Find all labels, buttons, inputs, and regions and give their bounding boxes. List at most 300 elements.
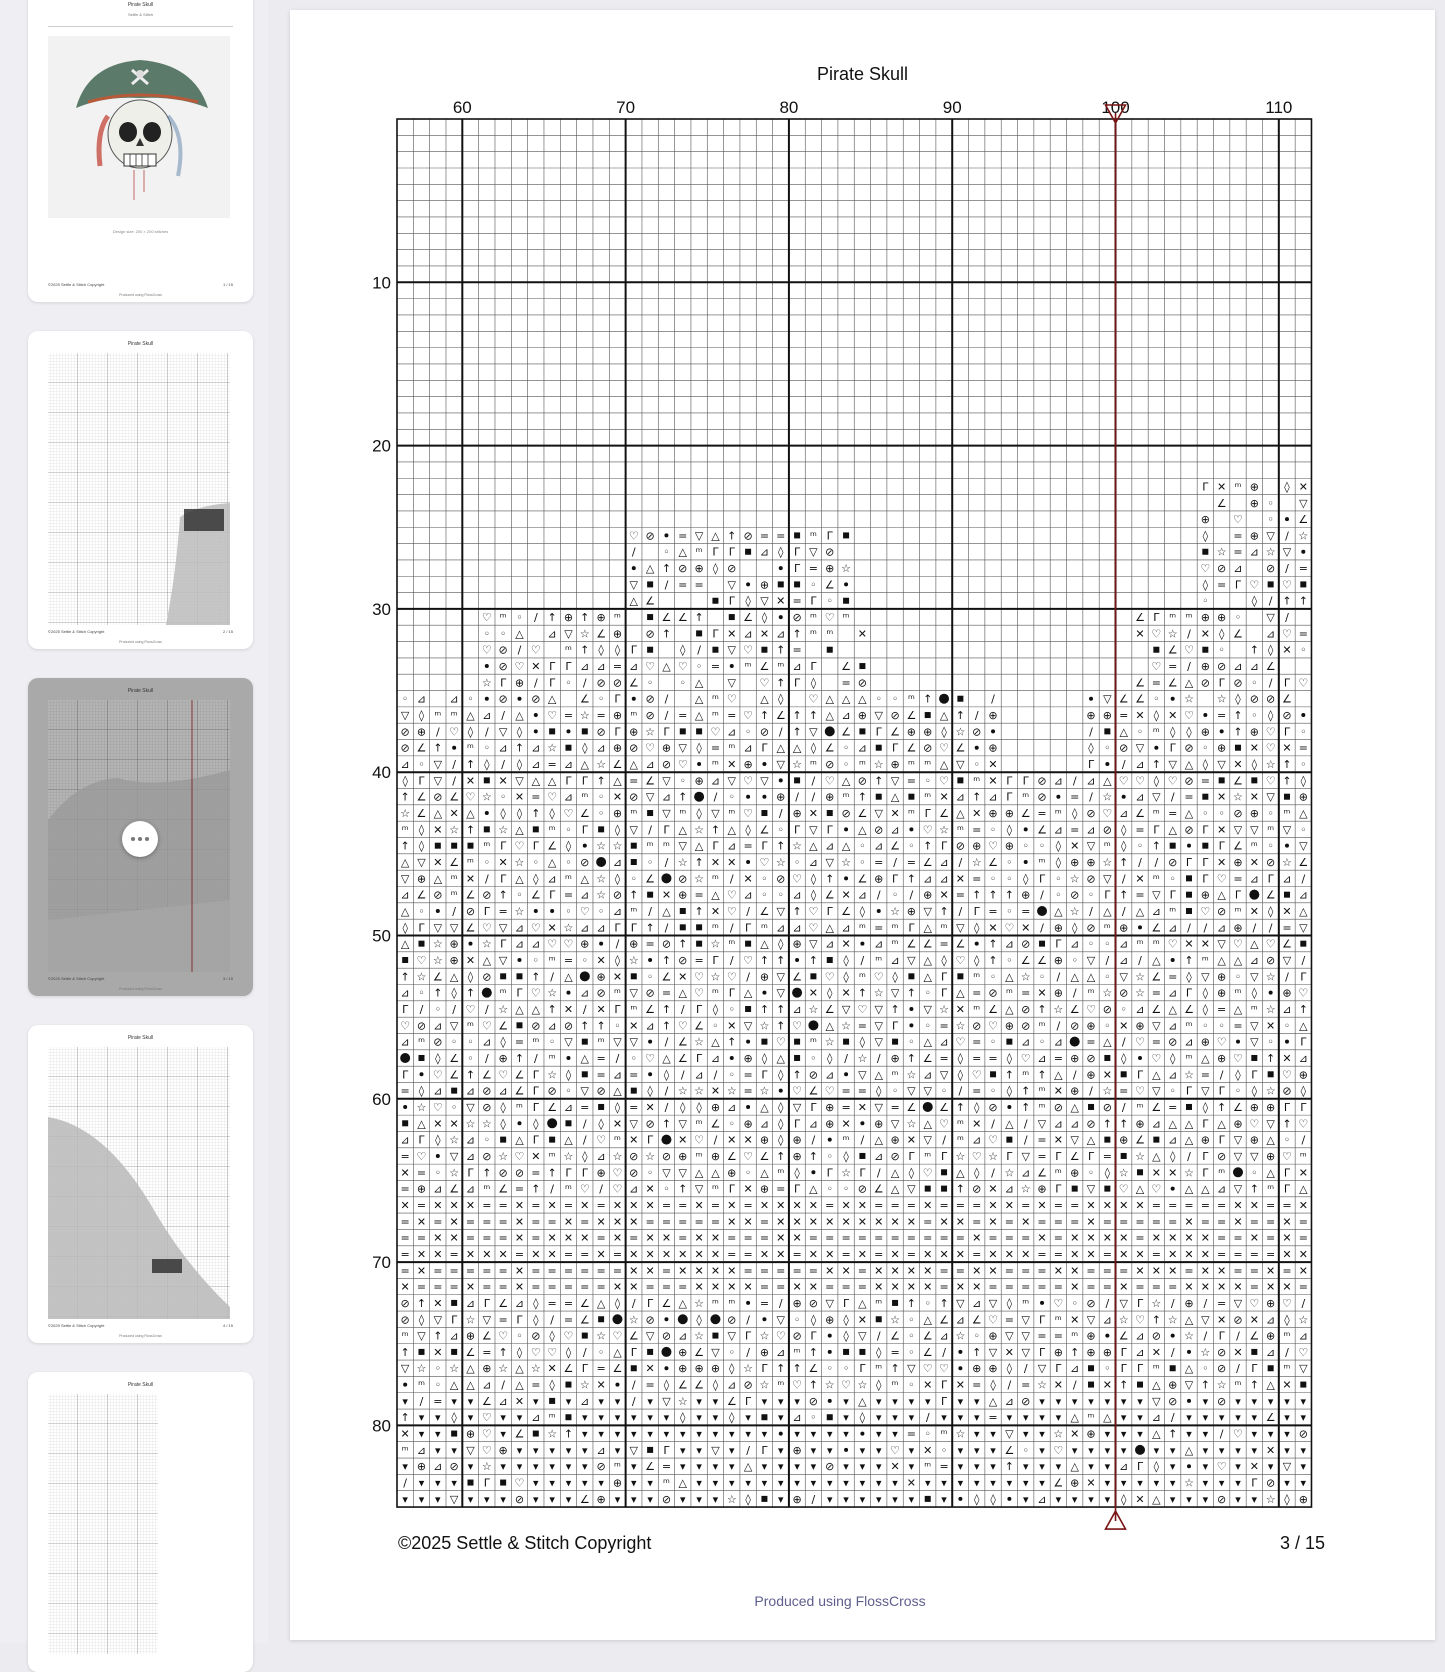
svg-text:∠: ∠ xyxy=(1135,1133,1145,1147)
svg-text:⊕: ⊕ xyxy=(1086,709,1096,723)
svg-text:◦: ◦ xyxy=(1006,872,1013,886)
svg-text:ᵐ: ᵐ xyxy=(924,1149,932,1163)
svg-text:♡: ♡ xyxy=(743,953,754,967)
svg-text:▽: ▽ xyxy=(466,1443,475,1457)
svg-text:☆: ☆ xyxy=(416,970,427,984)
svg-text:✕: ✕ xyxy=(629,1019,639,1033)
svg-text:▾: ▾ xyxy=(663,1411,670,1425)
svg-text:⊿: ⊿ xyxy=(433,1084,443,1098)
svg-text:▾: ▾ xyxy=(957,1476,964,1490)
svg-text:♡: ♡ xyxy=(1216,872,1227,886)
svg-text:♡: ♡ xyxy=(481,1411,492,1425)
svg-text:▽: ▽ xyxy=(727,676,736,690)
svg-text:↑: ↑ xyxy=(710,823,721,837)
svg-text:∕: ∕ xyxy=(1040,888,1044,902)
svg-text:⊕: ⊕ xyxy=(1249,807,1259,821)
svg-text:=: = xyxy=(661,1280,672,1294)
svg-text:⊕: ⊕ xyxy=(1004,1019,1014,1033)
svg-text:✕: ✕ xyxy=(923,1280,933,1294)
svg-text:◦: ◦ xyxy=(450,1035,458,1049)
svg-text:◊: ◊ xyxy=(549,807,555,821)
svg-text:=: = xyxy=(416,1198,427,1212)
svg-text:◊: ◊ xyxy=(973,921,980,935)
svg-text:✕: ✕ xyxy=(759,1198,770,1212)
svg-text:✕: ✕ xyxy=(678,1264,688,1278)
svg-text:♡: ♡ xyxy=(1282,1296,1292,1310)
svg-text:♡: ♡ xyxy=(1200,905,1211,919)
svg-text:▽: ▽ xyxy=(1086,1313,1096,1327)
svg-text:⊕: ⊕ xyxy=(1037,1182,1047,1196)
svg-text:▽: ▽ xyxy=(890,986,900,1000)
svg-text:✕: ✕ xyxy=(825,1264,835,1278)
svg-text:▾: ▾ xyxy=(908,1492,915,1506)
svg-text:♡: ♡ xyxy=(563,937,574,951)
svg-text:=: = xyxy=(596,1198,606,1212)
svg-text:◊: ◊ xyxy=(1006,1084,1013,1098)
svg-text:✕: ✕ xyxy=(563,1002,574,1016)
svg-text:ᵐ: ᵐ xyxy=(1234,986,1242,1000)
svg-text:▾: ▾ xyxy=(696,1476,702,1490)
svg-text:▾: ▾ xyxy=(1251,1443,1258,1457)
svg-text:▽: ▽ xyxy=(890,1117,900,1131)
svg-text:ᵐ: ᵐ xyxy=(858,758,866,772)
svg-text:△: △ xyxy=(547,692,557,706)
svg-text:↑: ↑ xyxy=(1021,1100,1031,1114)
svg-text:↑: ↑ xyxy=(808,1345,819,1359)
svg-text:∕: ∕ xyxy=(1040,921,1044,935)
svg-text:◊: ◊ xyxy=(1153,709,1160,723)
svg-text:△: △ xyxy=(1217,1117,1226,1131)
col-label: 100 xyxy=(1101,98,1130,117)
svg-text:=: = xyxy=(874,1198,884,1212)
svg-text:▾: ▾ xyxy=(777,1492,784,1506)
svg-text:⊘: ⊘ xyxy=(1102,1002,1112,1016)
svg-text:⊿: ⊿ xyxy=(1053,1117,1063,1131)
svg-text:▽: ▽ xyxy=(809,545,818,559)
svg-text:⊕: ⊕ xyxy=(596,1492,606,1506)
svg-text:=: = xyxy=(531,1231,541,1245)
svg-text:◦: ◦ xyxy=(434,1378,442,1392)
svg-text:↑: ↑ xyxy=(1200,1378,1210,1392)
svg-text:◊: ◊ xyxy=(1300,774,1307,788)
svg-text:∠: ∠ xyxy=(906,1100,917,1114)
svg-text:⊿: ⊿ xyxy=(792,1411,802,1425)
svg-text:=: = xyxy=(972,1051,982,1065)
svg-text:♡: ♡ xyxy=(1151,627,1162,641)
svg-text:▾: ▾ xyxy=(973,1427,980,1441)
svg-text:⊕: ⊕ xyxy=(1266,1149,1276,1163)
svg-text:=: = xyxy=(465,1231,476,1245)
svg-text:∠: ∠ xyxy=(792,970,803,984)
thumb-title: Pirate Skull xyxy=(127,688,154,694)
svg-text:▾: ▾ xyxy=(663,1427,670,1441)
svg-text:▽: ▽ xyxy=(825,856,834,870)
svg-text:▽: ▽ xyxy=(662,1166,671,1180)
svg-text:∠: ∠ xyxy=(416,790,427,804)
svg-text:∕: ∕ xyxy=(811,1492,816,1506)
svg-text:✕: ✕ xyxy=(988,1198,998,1212)
svg-text:⊿: ⊿ xyxy=(727,839,737,853)
svg-text:✕: ✕ xyxy=(1249,741,1259,755)
svg-text:☆: ☆ xyxy=(1102,986,1113,1000)
svg-text:▾: ▾ xyxy=(1120,1427,1127,1441)
thumbnail-page-2[interactable] xyxy=(28,331,253,649)
svg-text:▾: ▾ xyxy=(631,1492,637,1506)
thumbnail-page-5[interactable] xyxy=(28,1372,253,1672)
svg-text:∕: ∕ xyxy=(452,905,457,919)
svg-text:=: = xyxy=(498,1280,508,1294)
svg-text:∠: ∠ xyxy=(759,660,770,674)
svg-text:▽: ▽ xyxy=(1266,611,1275,625)
svg-text:∕: ∕ xyxy=(1023,1362,1028,1376)
svg-text:☆: ☆ xyxy=(563,921,574,935)
svg-text:♡: ♡ xyxy=(1151,660,1162,674)
svg-text:◊: ◊ xyxy=(516,1345,523,1359)
svg-text:Γ: Γ xyxy=(1251,1068,1258,1082)
svg-text:⊕: ⊕ xyxy=(612,1476,623,1490)
svg-text:▾: ▾ xyxy=(1006,1476,1013,1490)
svg-text:⊿: ⊿ xyxy=(612,856,623,870)
svg-text:♡: ♡ xyxy=(1086,1002,1096,1016)
svg-text:▾: ▾ xyxy=(892,1411,898,1425)
mini-grid xyxy=(48,1394,158,1654)
svg-text:⊕: ⊕ xyxy=(906,905,917,919)
svg-text:✕: ✕ xyxy=(906,1264,917,1278)
svg-text:∠: ∠ xyxy=(1282,692,1292,706)
svg-text:ᵐ: ᵐ xyxy=(1038,1084,1046,1098)
svg-text:▾: ▾ xyxy=(1039,1443,1045,1457)
svg-text:=: = xyxy=(612,1264,623,1278)
svg-text:▾: ▾ xyxy=(1300,1460,1307,1474)
svg-text:△: △ xyxy=(841,839,851,853)
svg-text:▽: ▽ xyxy=(482,1313,492,1327)
svg-text:◦: ◦ xyxy=(924,1019,931,1033)
svg-text:=: = xyxy=(1233,1264,1243,1278)
svg-text:⊘: ⊘ xyxy=(1086,1296,1096,1310)
svg-text:=: = xyxy=(1200,774,1210,788)
svg-text:✕: ✕ xyxy=(841,986,851,1000)
svg-text:∠: ∠ xyxy=(1135,676,1145,690)
svg-text:♡: ♡ xyxy=(579,905,590,919)
svg-text:◊: ◊ xyxy=(729,1411,735,1425)
svg-text:=: = xyxy=(596,1051,606,1065)
svg-text:◊: ◊ xyxy=(1006,1051,1013,1065)
svg-text:▾: ▾ xyxy=(614,1411,621,1425)
svg-text:◊: ◊ xyxy=(941,725,947,739)
svg-text:⊘: ⊘ xyxy=(482,888,492,902)
svg-text:⊿: ⊿ xyxy=(1135,1345,1145,1359)
svg-text:✕: ✕ xyxy=(988,1264,998,1278)
svg-text:▾: ▾ xyxy=(1251,1427,1258,1441)
svg-text:☆: ☆ xyxy=(1020,970,1031,984)
svg-text:=: = xyxy=(1135,888,1145,902)
svg-text:=: = xyxy=(645,937,655,951)
svg-text:✕: ✕ xyxy=(988,1215,998,1229)
svg-text:☆: ☆ xyxy=(530,1362,541,1376)
svg-text:♡: ♡ xyxy=(465,1002,476,1016)
svg-text:✕: ✕ xyxy=(596,1002,606,1016)
svg-text:◊: ◊ xyxy=(1202,529,1209,543)
svg-text:✕: ✕ xyxy=(923,1443,933,1457)
svg-text:Γ: Γ xyxy=(549,888,556,902)
svg-text:⊕: ⊕ xyxy=(1249,496,1259,510)
svg-text:∕: ∕ xyxy=(991,692,995,706)
svg-text:☆: ☆ xyxy=(694,1329,705,1343)
svg-text:=: = xyxy=(482,1215,492,1229)
svg-text:=: = xyxy=(1266,1247,1276,1261)
svg-text:✕: ✕ xyxy=(988,1247,998,1261)
svg-text:◊: ◊ xyxy=(663,1068,670,1082)
svg-text:✕: ✕ xyxy=(465,774,476,788)
svg-text:▾: ▾ xyxy=(1300,1443,1307,1457)
svg-text:▾: ▾ xyxy=(843,1476,849,1490)
svg-text:Γ: Γ xyxy=(1087,758,1095,772)
svg-text:=: = xyxy=(629,1068,639,1082)
svg-text:∕: ∕ xyxy=(664,578,669,592)
svg-text:↑: ↑ xyxy=(1119,856,1129,870)
svg-text:♡: ♡ xyxy=(563,1329,574,1343)
svg-text:✕: ✕ xyxy=(1102,1198,1112,1212)
svg-text:☆: ☆ xyxy=(596,839,607,853)
svg-text:⊘: ⊘ xyxy=(531,1019,541,1033)
svg-text:▾: ▾ xyxy=(1088,1394,1094,1408)
svg-text:=: = xyxy=(531,1166,541,1180)
svg-text:Γ: Γ xyxy=(1283,1182,1291,1196)
svg-text:☆: ☆ xyxy=(857,1378,868,1392)
svg-text:✕: ✕ xyxy=(678,1133,688,1147)
svg-text:Γ: Γ xyxy=(761,839,768,853)
svg-text:☆: ☆ xyxy=(759,1084,770,1098)
svg-text:ᵐ: ᵐ xyxy=(940,1427,948,1441)
svg-text:◦: ◦ xyxy=(1136,725,1144,739)
thumbnail-page-1[interactable] xyxy=(28,0,253,302)
svg-text:⊕: ⊕ xyxy=(1086,1019,1096,1033)
svg-text:∠: ∠ xyxy=(1069,1149,1080,1163)
svg-text:▽: ▽ xyxy=(874,1035,883,1049)
svg-text:✕: ✕ xyxy=(1249,1231,1259,1245)
svg-text:∕: ∕ xyxy=(1154,856,1159,870)
svg-text:⊘: ⊘ xyxy=(1233,1313,1243,1327)
svg-text:✕: ✕ xyxy=(808,986,819,1000)
svg-text:∠: ∠ xyxy=(1233,1100,1243,1114)
svg-text:∠: ∠ xyxy=(661,970,672,984)
svg-text:☆: ☆ xyxy=(1118,1166,1129,1180)
svg-text:▽: ▽ xyxy=(1217,937,1226,951)
svg-text:▽: ▽ xyxy=(923,905,932,919)
svg-text:=: = xyxy=(449,1264,459,1278)
svg-text:♡: ♡ xyxy=(922,823,933,837)
svg-text:♡: ♡ xyxy=(481,921,492,935)
svg-text:◦: ◦ xyxy=(1087,937,1095,951)
svg-text:∠: ∠ xyxy=(1265,1411,1276,1425)
svg-text:∕: ∕ xyxy=(615,1051,620,1065)
svg-text:△: △ xyxy=(1184,1133,1194,1147)
svg-text:⊿: ⊿ xyxy=(531,937,541,951)
svg-text:∕: ∕ xyxy=(876,1166,881,1180)
svg-text:◦: ◦ xyxy=(483,856,491,870)
svg-text:ᵐ: ᵐ xyxy=(842,1133,850,1147)
svg-text:=: = xyxy=(792,594,802,608)
svg-text:▽: ▽ xyxy=(1266,529,1275,543)
svg-text:☆: ☆ xyxy=(481,676,492,690)
svg-text:▾: ▾ xyxy=(1202,1411,1209,1425)
svg-text:↑: ↑ xyxy=(776,676,786,690)
svg-text:▾: ▾ xyxy=(810,1427,817,1441)
svg-text:◦: ◦ xyxy=(842,1182,850,1196)
svg-text:⊿: ⊿ xyxy=(645,1019,655,1033)
svg-text:▽: ▽ xyxy=(433,774,443,788)
svg-text:▾: ▾ xyxy=(1137,1476,1143,1490)
svg-text:∕: ∕ xyxy=(746,1313,750,1327)
svg-text:◊: ◊ xyxy=(516,807,523,821)
svg-text:✕: ✕ xyxy=(1217,823,1227,837)
svg-text:☆: ☆ xyxy=(906,1068,917,1082)
svg-text:✕: ✕ xyxy=(694,1198,704,1212)
svg-text:▾: ▾ xyxy=(1022,1492,1029,1506)
svg-text:△: △ xyxy=(1152,1427,1161,1441)
svg-text:✕: ✕ xyxy=(1119,1019,1129,1033)
svg-text:=: = xyxy=(498,1215,508,1229)
svg-text:↑: ↑ xyxy=(400,1345,410,1359)
more-options-button[interactable] xyxy=(122,821,158,857)
svg-text:ᵐ: ᵐ xyxy=(614,986,621,1000)
svg-text:↑: ↑ xyxy=(776,1149,786,1163)
svg-text:Γ: Γ xyxy=(1202,1149,1209,1163)
svg-text:☆: ☆ xyxy=(449,1166,460,1180)
thumb-footer: ©2025 Settle & Stitch Copyright xyxy=(48,282,105,287)
svg-text:◊: ◊ xyxy=(1284,480,1290,494)
svg-text:ᵐ: ᵐ xyxy=(956,1133,964,1147)
svg-text:⊘: ⊘ xyxy=(1266,1476,1276,1490)
svg-text:✕: ✕ xyxy=(547,1362,557,1376)
svg-text:=: = xyxy=(1184,790,1194,804)
svg-text:∕: ∕ xyxy=(958,905,963,919)
svg-text:⊕: ⊕ xyxy=(1053,1345,1063,1359)
svg-text:☆: ☆ xyxy=(416,1100,427,1114)
svg-text:∠: ∠ xyxy=(1151,1100,1162,1114)
svg-text:↑: ↑ xyxy=(955,1182,965,1196)
svg-text:◊: ◊ xyxy=(843,1329,849,1343)
svg-text:▾: ▾ xyxy=(1218,1443,1225,1457)
svg-text:△: △ xyxy=(1299,1182,1308,1196)
svg-text:↑: ↑ xyxy=(1233,709,1243,723)
svg-text:▾: ▾ xyxy=(843,1427,849,1441)
svg-text:△: △ xyxy=(694,709,704,723)
svg-text:⊕: ⊕ xyxy=(1200,513,1210,527)
svg-text:Γ: Γ xyxy=(1185,856,1193,870)
svg-text:⊿: ⊿ xyxy=(1151,1117,1161,1131)
svg-text:=: = xyxy=(1217,709,1227,723)
svg-text:⊕: ⊕ xyxy=(1086,1345,1096,1359)
svg-text:✕: ✕ xyxy=(792,1215,802,1229)
svg-text:◊: ◊ xyxy=(1284,1492,1290,1506)
svg-text:♡: ♡ xyxy=(1102,807,1113,821)
svg-text:⊕: ⊕ xyxy=(825,1117,835,1131)
svg-text:⊿: ⊿ xyxy=(531,1411,541,1425)
svg-text:▾: ▾ xyxy=(418,1476,425,1490)
svg-text:△: △ xyxy=(1070,1460,1079,1474)
svg-text:△: △ xyxy=(1184,1362,1194,1376)
svg-text:▾: ▾ xyxy=(549,1476,555,1490)
svg-text:▽: ▽ xyxy=(711,1345,720,1359)
svg-text:∕: ∕ xyxy=(942,1345,946,1359)
svg-text:∠: ∠ xyxy=(775,709,786,723)
svg-text:◦: ◦ xyxy=(973,1329,980,1343)
svg-text:∕: ∕ xyxy=(1203,921,1208,935)
thumbnail-page-4[interactable] xyxy=(28,1025,253,1343)
svg-text:◊: ◊ xyxy=(696,1313,702,1327)
svg-text:↑: ↑ xyxy=(1282,774,1292,788)
svg-text:▽: ▽ xyxy=(1037,1117,1047,1131)
svg-text:☆: ☆ xyxy=(579,709,590,723)
svg-text:◊: ◊ xyxy=(957,1068,964,1082)
svg-text:✕: ✕ xyxy=(906,1476,917,1490)
svg-text:◊: ◊ xyxy=(1186,970,1192,984)
svg-text:◦: ◦ xyxy=(630,872,638,886)
thumbnail-page-3-selected[interactable] xyxy=(28,678,253,996)
svg-text:⊘: ⊘ xyxy=(1086,921,1096,935)
svg-text:△: △ xyxy=(890,1166,900,1180)
svg-text:◊: ◊ xyxy=(500,1117,506,1131)
svg-text:▾: ▾ xyxy=(1202,1460,1209,1474)
thumb-chart-preview xyxy=(48,353,230,625)
svg-text:▾: ▾ xyxy=(875,1411,882,1425)
svg-text:✕: ✕ xyxy=(1086,1231,1096,1245)
svg-text:▽: ▽ xyxy=(874,807,883,821)
svg-text:☆: ☆ xyxy=(824,1378,835,1392)
svg-text:∠: ∠ xyxy=(955,937,966,951)
svg-text:⊕: ⊕ xyxy=(1200,1035,1210,1049)
svg-text:↑: ↑ xyxy=(972,888,982,902)
svg-text:▾: ▾ xyxy=(1202,1443,1209,1457)
svg-text:Γ: Γ xyxy=(761,1068,768,1082)
svg-text:△: △ xyxy=(1233,1002,1243,1016)
svg-text:◊: ◊ xyxy=(467,725,474,739)
svg-text:△: △ xyxy=(482,953,492,967)
svg-text:∕: ∕ xyxy=(1285,562,1289,576)
svg-text:⊕: ⊕ xyxy=(661,741,672,755)
svg-text:ᵐ: ᵐ xyxy=(956,1117,964,1131)
svg-text:∠: ∠ xyxy=(1135,692,1145,706)
svg-text:♡: ♡ xyxy=(955,953,966,967)
svg-text:◊: ◊ xyxy=(761,611,768,625)
svg-text:↑: ↑ xyxy=(1004,1068,1014,1082)
svg-text:✕: ✕ xyxy=(465,1198,476,1212)
svg-text:✕: ✕ xyxy=(678,1247,688,1261)
svg-text:Γ: Γ xyxy=(1038,872,1046,886)
svg-text:=: = xyxy=(694,953,704,967)
svg-text:▽: ▽ xyxy=(956,758,965,772)
svg-text:↑: ↑ xyxy=(972,790,982,804)
svg-text:▾: ▾ xyxy=(941,1492,947,1506)
svg-text:♡: ♡ xyxy=(775,1035,786,1049)
svg-text:▽: ▽ xyxy=(1217,758,1226,772)
svg-text:☆: ☆ xyxy=(710,937,721,951)
svg-text:⊿: ⊿ xyxy=(1119,953,1129,967)
svg-text:=: = xyxy=(939,1198,949,1212)
svg-text:△: △ xyxy=(711,1166,720,1180)
svg-text:▾: ▾ xyxy=(859,1460,866,1474)
svg-text:=: = xyxy=(841,1231,851,1245)
svg-text:♡: ♡ xyxy=(1282,1068,1292,1082)
svg-text:▽: ▽ xyxy=(1152,790,1161,804)
svg-text:◊: ◊ xyxy=(451,986,457,1000)
produced-by-link[interactable]: Produced using FlossCross xyxy=(754,1593,926,1609)
svg-text:◦: ◦ xyxy=(581,953,589,967)
svg-text:∕: ∕ xyxy=(1056,970,1061,984)
svg-text:▾: ▾ xyxy=(794,1476,800,1490)
svg-text:✕: ✕ xyxy=(1004,1198,1014,1212)
